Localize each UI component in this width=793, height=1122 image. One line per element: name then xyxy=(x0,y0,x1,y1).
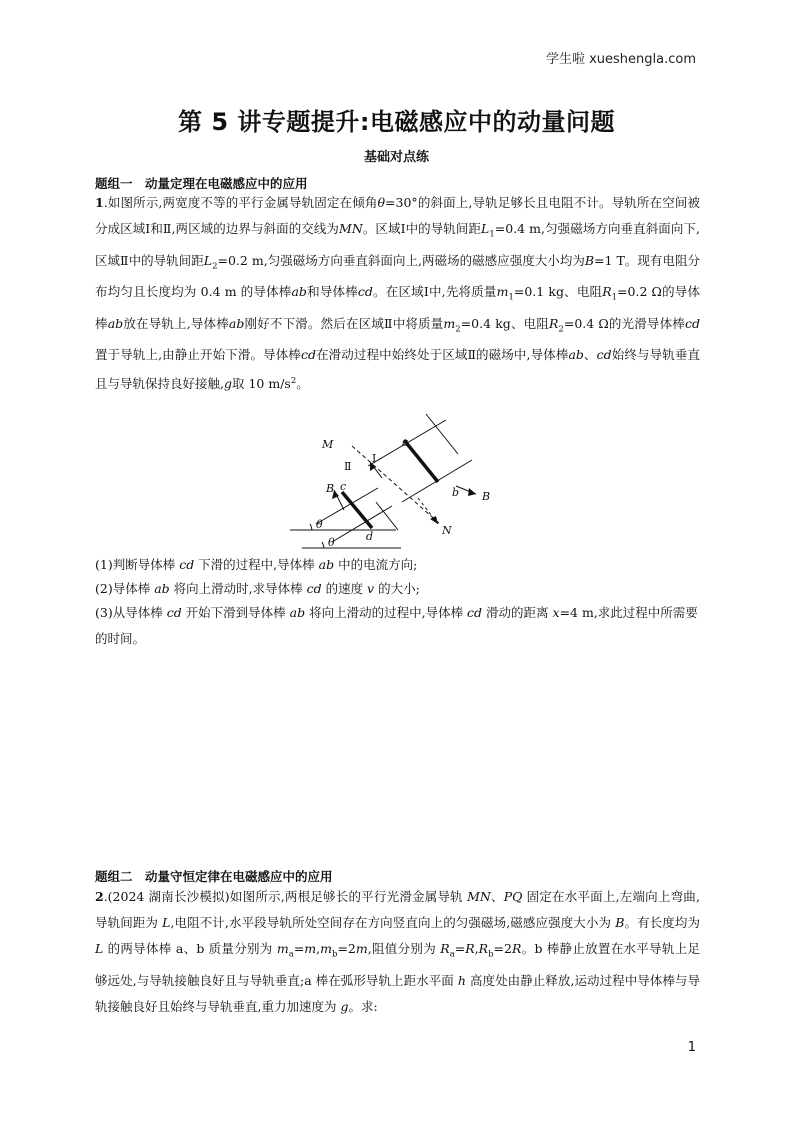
label-region1: Ⅰ xyxy=(372,452,377,465)
question-3: (3)从导体棒 cd 开始下滑到导体棒 ab 将向上滑动的过程中,导体棒 cd 滑动的距离 x=4 m,求此过程中所需要的时间。 xyxy=(95,605,698,646)
label-d: d xyxy=(366,530,374,543)
label-b: b xyxy=(452,486,460,499)
question-1: (1)判断导体棒 cd 下滑的过程中,导体棒 ab 中的电流方向; xyxy=(95,557,418,572)
label-a: a xyxy=(402,436,409,449)
label-theta-2: θ xyxy=(328,536,335,549)
watermark: 学生啦 xueshengla.com xyxy=(545,52,696,67)
question-2: (2)导体棒 ab 将向上滑动时,求导体棒 cd 的速度 v 的大小; xyxy=(95,581,420,596)
arrowhead xyxy=(468,488,476,496)
label-N: N xyxy=(442,524,452,537)
angle-arc xyxy=(310,524,312,530)
group1-heading: 题组一 动量定理在电磁感应中的应用 xyxy=(95,176,308,191)
arrowhead xyxy=(430,516,438,524)
problem-number: 1 xyxy=(95,195,104,210)
rod-cd xyxy=(342,492,372,528)
label-c: c xyxy=(340,480,347,493)
page-title: 第 5 讲专题提升:电磁感应中的动量问题 xyxy=(177,108,615,136)
page-number: 1 xyxy=(687,1040,696,1055)
problem-2-text: 2.(2024 湖南长沙模拟)如图所示,两根足够长的平行光滑金属导轨 MN、PQ 固定在水平面上,左端向上弯曲,导轨间距为 L,电阻不计,水平段导轨所处空间存在方向竖直向上的匀强磁场,磁感应强度大小为 B。有长度均为 L 的两导体棒 a、b 质量分别为 $m_a=m,m_b=2m$,阻值分别为 $R_a=R,R_b=2R$。b 棒静止放置在水平导轨上足够远处,与导轨接触良好且与导轨垂直;a 棒在弧形导轨上距水平面 h 高度处由静止释放,运动过程中导体棒与导轨接触良好且始终与导轨垂直,重力加速度为 g。求: xyxy=(95,889,700,1014)
problem-number: 2 xyxy=(95,889,104,904)
label-theta: θ xyxy=(316,518,323,531)
boundary-MN xyxy=(352,446,440,524)
label-region2: Ⅱ xyxy=(344,460,352,473)
rod-ab xyxy=(404,440,438,482)
incline-rails-figure xyxy=(286,406,506,556)
problem-1-text: 1.如图所示,两宽度不等的平行金属导轨固定在倾角θ=30°的斜面上,导轨足够长且电阻不计。导轨所在空间被分成区域Ⅰ和Ⅱ,两区域的边界与斜面的交线为MN。区域Ⅰ中的导轨间距$L_1=0.4$ m,匀强磁场方向垂直斜面向下,区域Ⅱ中的导轨间距$L_2=0.2$ m,匀强磁场方向垂直斜面向上,两磁场的磁感应强度大小均为B=1 T。现有电阻分布均匀且长度均为 0.4 m 的导体棒ab和导体棒cd。在区域Ⅰ中,先将质量$m_1=0.1$ kg、电阻$R_1=0.2$ Ω的导体棒ab放在导轨上,导体棒ab刚好不下滑。然后在区域Ⅱ中将质量$m_2=0.4$ kg、电阻$R_2=0.4$ Ω的光滑导体棒cd置于导轨上,由静止开始下滑。导体棒cd在滑动过程中始终处于区域Ⅱ的磁场中,导体棒ab、cd始终与导轨垂直且与导轨保持良好接触,g取 10 $m/s^2$。 xyxy=(95,195,701,392)
section-subtitle: 基础对点练 xyxy=(363,150,429,165)
label-B2: B xyxy=(326,482,335,495)
label-B: B xyxy=(482,490,491,503)
angle-arc xyxy=(322,542,324,548)
rail-edge xyxy=(426,414,458,454)
group2-heading: 题组二 动量守恒定律在电磁感应中的应用 xyxy=(95,869,333,884)
label-M: M xyxy=(322,438,334,451)
rail-edge xyxy=(376,502,398,530)
